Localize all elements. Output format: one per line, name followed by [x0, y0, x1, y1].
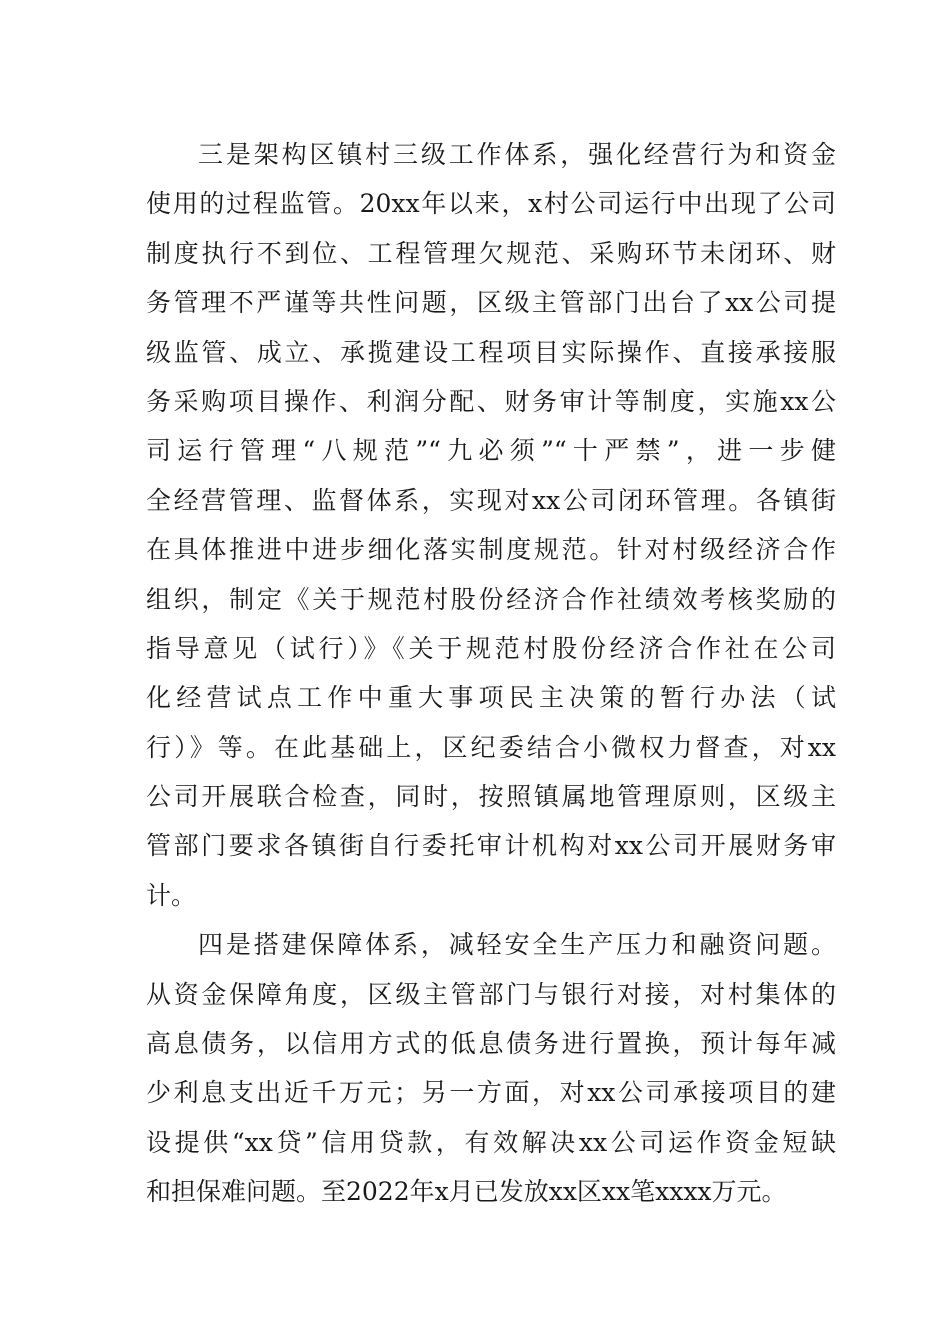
- text-line: 计。: [146, 880, 197, 910]
- text-line: 设提供“xx贷”信用贷款，有效解决xx公司运作资金短缺: [146, 1127, 836, 1157]
- text-line: 公司开展联合检查，同时，按照镇属地管理原则，区级主: [146, 782, 836, 812]
- text-line: 级监管、成立、承揽建设工程项目实际操作、直接承接服: [146, 337, 836, 367]
- text-line: 管部门要求各镇街自行委托审计机构对xx公司开展财务审: [146, 831, 836, 861]
- document-body: [146, 130, 836, 1217]
- text-line: 化经营试点工作中重大事项民主决策的暂行办法（试: [146, 683, 836, 713]
- text-line: 高息债务，以信用方式的低息债务进行置换，预计每年减: [146, 1029, 836, 1059]
- text-line: 务采购项目操作、利润分配、财务审计等制度，实施xx公: [146, 386, 836, 416]
- paragraph-1: [146, 130, 836, 920]
- text-line: 少利息支出近千万元；另一方面，对xx公司承接项目的建: [146, 1078, 836, 1108]
- text-line: 从资金保障角度，区级主管部门与银行对接，对村集体的: [146, 979, 836, 1009]
- text-line: 和担保难问题。至2022年x月已发放xx区xx笔xxxx万元。: [146, 1177, 787, 1207]
- text-line: 司运行管理“八规范”“九必须”“十严禁”，进一步健: [146, 436, 836, 466]
- text-line: 组织，制定《关于规范村股份经济合作社绩效考核奖励的: [146, 584, 836, 614]
- text-line: 制度执行不到位、工程管理欠规范、采购环节未闭环、财: [146, 238, 836, 268]
- text-line: 全经营管理、监督体系，实现对xx公司闭环管理。各镇街: [146, 485, 836, 515]
- text-line: 指导意见（试行）》《关于规范村股份经济合作社在公司: [146, 633, 836, 663]
- paragraph-2: [146, 920, 836, 1216]
- text-line: 三是架构区镇村三级工作体系，强化经营行为和资金: [198, 140, 836, 169]
- text-line: 使用的过程监管。20xx年以来，x村公司运行中出现了公司: [146, 189, 836, 219]
- text-line: 四是搭建保障体系，减轻安全生产压力和融资问题。: [198, 930, 836, 960]
- text-line: 行）》等。在此基础上，区纪委结合小微权力督查，对xx: [146, 732, 836, 762]
- text-line: 务管理不严谨等共性问题，区级主管部门出台了xx公司提: [146, 288, 836, 318]
- text-line: 在具体推进中进步细化落实制度规范。针对村级经济合作: [146, 535, 836, 565]
